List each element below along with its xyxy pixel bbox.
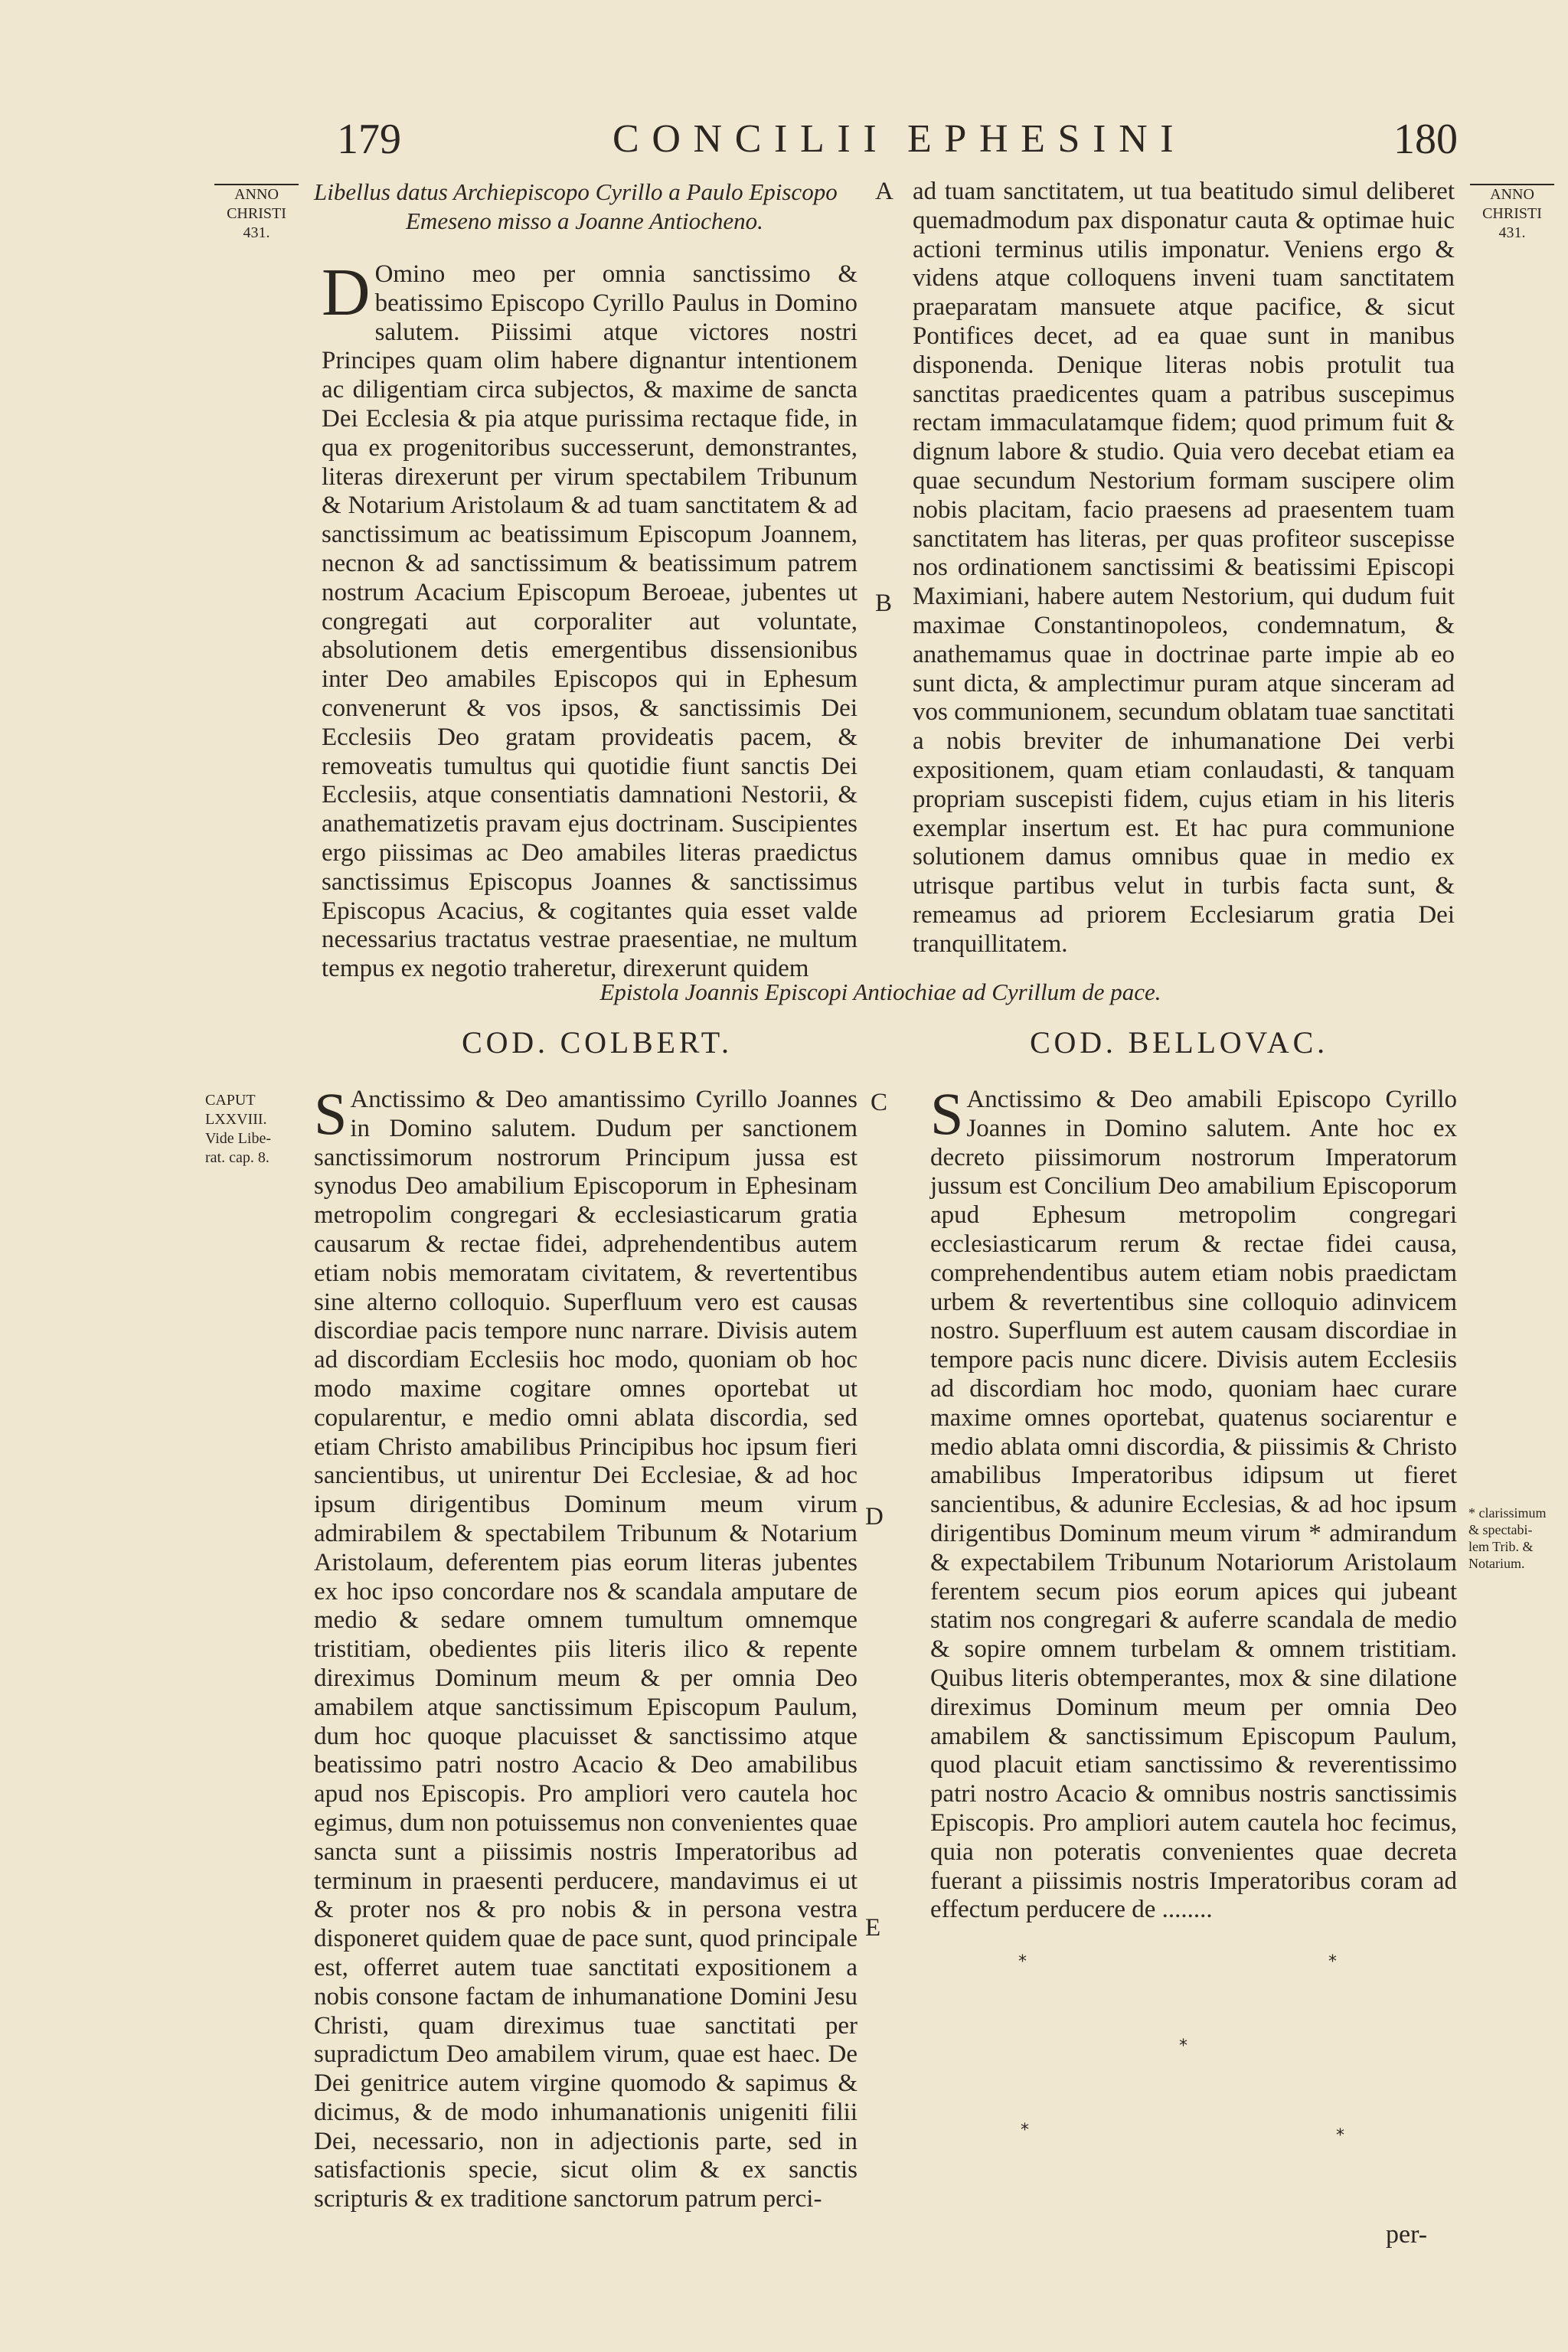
margin-anno-left xyxy=(214,184,299,243)
running-title-left: CONCILII xyxy=(612,117,890,161)
section-letter-c: C xyxy=(871,1089,888,1116)
drop-cap-s-bellovac: S xyxy=(930,1080,964,1147)
drop-cap-d: D xyxy=(322,256,371,330)
asterisk-ornament: * xyxy=(1328,1952,1337,1971)
asterisk-ornament: * xyxy=(1021,2121,1029,2140)
libellus-body xyxy=(322,256,858,983)
libellus-title xyxy=(314,178,880,236)
colbert-text: Anctissimo & Deo amantissimo Cyrillo Joannes in Domino salutem. Dudum per sanctionem sanctissimorum nostrorum Principum jussa est synodus Deo amabilium Episcoporum in Ephesinam metropolim congregari & ecclesiasticarum gratia causarum & rectae fidei, adprehendentibus autem etiam nobis memoratam civitatem, & revertentibus sine alterno colloquio. Superfluum vero est causas discordiae pacis tempore nunc narrare. Divisis autem ad discordiam Ecclesiis hoc modo, quoniam ob hoc modo maxime cogitare omnes oportebat ut copularentur, e medio omni ablata discordia, sed etiam Christo amabilibus Principibus hoc ipsum fieri sancientibus, ut unirentur Dei Ecclesiae, & ad hoc ipsum dirigentibus Dominum meum virum admirabilem & spectabilem Tribunum & Notarium Aristolaum, deferentem pias eorum literas jubentes ex hoc ipso concordare nos & scandala amputare de medio & sedare omnem tumultum omnemque tristitiam, obedientes piis literis ilico & repente direximus Dominum meum & per omnia Deo amabilem atque sanctissimum Episcopum Paulum, dum hoc quoque placuisset & sanctissimo atque beatissimo patri nostro Acacio & Deo amabilibus apud nos Episcopis. Pro ampliori vero cautela hoc egimus, dum non potuissemus non convenientes quae sancta sunt a piissimis nostris Imperatoribus ad terminum in praesenti perducere, mandavimus ei ut & proter nos & pro nobis & in persona vestra disponeret quidem quae de pace sunt, quod principale est, offerret autem tuae sanctitati expositionem a nobis consone factam de inhumanatione Domini Jesu Christi, quam direximus tuae sanctitati per supradictum Deo amabilem virum, quae est haec. De Dei genitrice autem virgine quomodo & sapimus & dicimus, & de modo inhumanationis unigeniti filii Dei, necessario, non in adjectionis parte, sed in satisfactionis specie, sicut olim & ex sanctis scripturis & ex traditione sanctorum patrum perci- xyxy=(314,1086,858,2213)
bellovac-text: Anctissimo & Deo amabili Episcopo Cyrillo Joannes in Domino salutem. Ante hoc ex decreto piissimorum nostrorum Imperatorum jussum est Concilium Deo amabilium Episcoporum apud Ephesum metropolim congregari ecclesiasticarum rerum & rectae fidei causa, comprehendentibus autem etiam nobis praedictam urbem & revertentibus sine colloquio adinvicem nostro. Superfluum est autem causam discordiae in tempore pacis nunc dicere. Divisis autem Ecclesiis ad discordiam hoc modo, quoniam haec curare maxime omnes oportebat, quatenus sociarentur e medio ablata omni discordia, & piissimis & Christo amabilibus Imperatoribus idipsum ut fieret sancientibus, & adunire Ecclesias, & ad hoc ipsum dirigentibus Dominum meum virum * admirandum & expectabilem Tribunum Notariorum Aristolaum ferentem secum pios eorum apices qui jubeant statim nos congregari & auferre scandala de medio & sopire omnem turbelam & omnem tristitiam. Quibus literis obtemperantes, mox & sine dilatione direximus Dominum meum per omnia Deo amabilem & sanctissimum Episcopum Paulum, quod placuit etiam sanctissimo & reverentissimo patri nostro Acacio & omnibus nostris sanctissimis Episcopis. Pro ampliori autem cautela hoc fecimus, quia non poteratis convenientes quae decreta fuerant a piissimis nostris Imperatoribus coram ad effectum perducere de ........ xyxy=(930,1086,1457,1924)
christi-word: CHRISTI xyxy=(1482,205,1542,222)
cod-colbert-heading: COD. COLBERT. xyxy=(462,1025,733,1060)
asterisk-ornament: * xyxy=(1336,2126,1344,2145)
margin-anno-right xyxy=(1470,184,1554,243)
year-number: 431. xyxy=(243,224,270,241)
margin-caput-note xyxy=(205,1091,305,1168)
page-number-right: 180 xyxy=(1393,116,1458,163)
note-line-4: Notarium. xyxy=(1468,1556,1525,1571)
caput-number: LXXVIII. xyxy=(205,1111,267,1128)
cod-bellovac-text xyxy=(930,1080,1457,1924)
section-letter-d: D xyxy=(865,1503,884,1530)
christi-word: CHRISTI xyxy=(227,205,286,222)
caput-ref-2: rat. cap. 8. xyxy=(205,1149,270,1166)
drop-cap-s-colbert: S xyxy=(314,1080,348,1147)
margin-note-clarissimum xyxy=(1468,1504,1564,1572)
section-letter-b: B xyxy=(875,590,893,617)
epistola-title: Epistola Joannis Episcopi Antiochiae ad Cyrillum de pace. xyxy=(599,978,1161,1005)
running-title-right: EPHESINI xyxy=(907,117,1187,161)
caput-word: CAPUT xyxy=(205,1092,256,1109)
libellus-continuation-text: ad tuam sanctitatem, ut tua beatitudo simul deliberet quemadmodum pax disponatur cauta & optimae huic actioni terminus utilis imponatur. Veniens ergo & videns atque colloquens inveni tuam sanctitatem praeparatam mansuete atque pacifice, & sicut Pontifices decet, ad ea quae sunt in manibus disponenda. Denique literas nobis protulit tua sanctitas praedicentes quam a patribus suscepimus rectam immaculatamque fidem; quod primum fuit & dignum labore & studio. Quia vero decebat etiam ea quae secundum Nestorium formam suscipere olim nobis placitam, facio praesens ad praesentem tuam sanctitatem has literas, per quas profiteor suscepisse nos ordinationem sanctissimi & beatissimi Episcopi Maximiani, habere autem Nestorium, qui dudum fuit maximae Constantinopoleos, condemnatum, & anathemamus quae in doctrinae parte impie ab eo sunt dicta, & amplectimur puram atque sinceram ad vos communionem, secundum oblatam tuae sanctitati a nobis breviter de inhumanatione Dei verbi expositionem, quam etiam conlaudasti, & tanquam propriam suscepisti fidem, cujus etiam in his literis exemplar insertum est. Et hac pura communione solutionem damus omnibus quae in medio ex utrisque partibus velut in turbis facta sunt, & remeamus ad priorem Ecclesiarum gratia Dei tranquillitatem. xyxy=(913,178,1455,958)
asterisk-ornament: * xyxy=(1018,1952,1027,1971)
note-line-1: * clarissimum xyxy=(1468,1505,1547,1521)
page-number-left: 179 xyxy=(337,116,401,163)
note-line-2: & spectabi- xyxy=(1468,1522,1533,1537)
anno-word: ANNO xyxy=(214,184,299,204)
caput-ref-1: Vide Libe- xyxy=(205,1130,271,1147)
year-number: 431. xyxy=(1498,224,1526,241)
section-letter-a: A xyxy=(875,178,893,205)
catchword: per- xyxy=(1386,2220,1428,2249)
cod-colbert-text xyxy=(314,1080,858,2213)
libellus-continuation xyxy=(913,178,1455,959)
cod-bellovac-heading: COD. BELLOVAC. xyxy=(1030,1025,1328,1060)
asterisk-ornament: * xyxy=(1179,2037,1187,2056)
anno-word: ANNO xyxy=(1470,184,1554,204)
section-letter-e: E xyxy=(865,1914,881,1942)
libellus-title-line-1: Libellus datus Archiepiscopo Cyrillo a Paulo Episcopo xyxy=(314,178,838,205)
libellus-text: Omino meo per omnia sanctissimo & beatissimo Episcopo Cyrillo Paulus in Domino salutem. Piissimi atque victores nostri Principes quam olim habere dignantur intentionem ac diligentiam circa subjectos, & maxime de sancta Dei Ecclesia & pia atque purissima rectaque fide, in qua ex progenitoribus successerunt, demonstrantes, literas direxerunt per virum spectabilem Tribunum & Notarium Aristolaum & ad tuam sanctitatem & ad sanctissimum ac beatissimum Episcopum Joannem, necnon & ad sanctissimum & beatissimum patrem nostrum Acacium Episcopum Beroeae, jubentes ut congregati aut corporaliter aut voluntate, absolutionem detis emergentibus dissensionibus inter Deo amabiles Episcopos qui in Ephesum convenerunt & vos ipsos, & sanctissimis Dei Ecclesiis Deo gratam provideatis pacem, & removeatis tumultus qui quotidie fiunt sanctis Dei Ecclesiis, atque consentiatis damnationi Nestorii, & anathematizetis pravam ejus doctrinam. Suscipientes ergo piissimas ac Deo amabiles literas praedictus sanctissimus Episcopus Joannes & sanctissimus Episcopus Acacius, & cogitantes quia esset valde necessarius tractatus vestrae praesentiae, ne multum tempus ex negotio traheretur, direxerunt quidem xyxy=(322,260,858,983)
note-line-3: lem Trib. & xyxy=(1468,1539,1534,1554)
libellus-title-line-2: Emeseno misso a Joanne Antiocheno. xyxy=(406,207,763,234)
